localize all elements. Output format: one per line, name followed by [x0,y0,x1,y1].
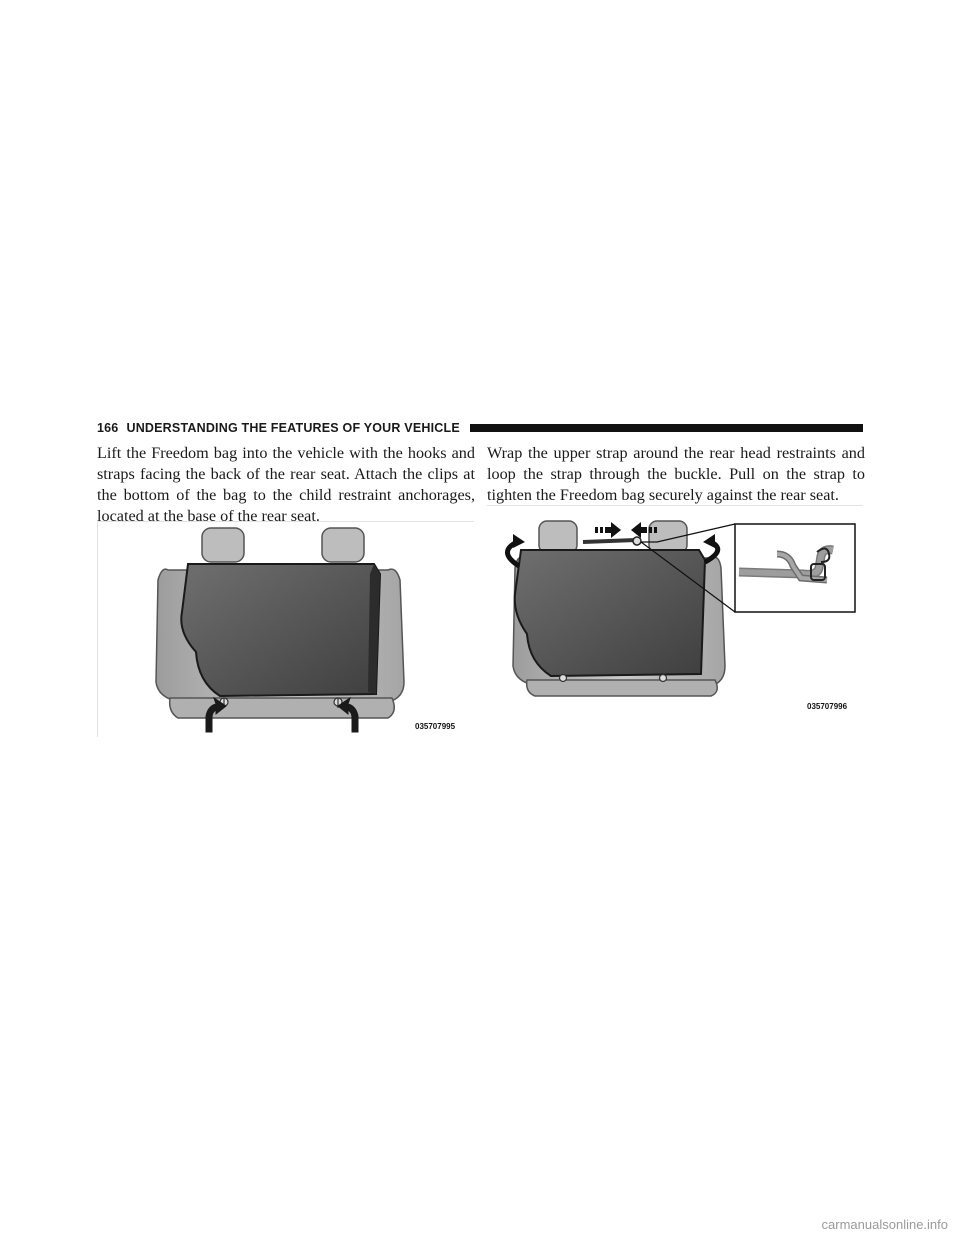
freedom-bag [181,564,380,696]
right-paragraph: Wrap the upper strap around the rear head restraints and loop the strap through the buckle. Pull on the strap to tighten the Freedom bag securely against the rear seat. [487,444,865,504]
header-rule [470,424,863,432]
right-column [487,443,865,506]
strap-buckle [633,537,641,545]
arrow-right-icon [595,522,621,538]
figure-id-left: 035707995 [415,722,456,731]
figure-id-right: 035707996 [807,702,848,711]
seat-illustration-left [98,522,474,737]
buckle-inset [735,524,855,612]
left-paragraph: Lift the Freedom bag into the vehicle with the hooks and straps facing the back of the rear seat. Attach the clips at the bottom of the bag to the child restraint anchorages, located at the base of the rear seat. [97,444,475,525]
page-header [97,419,863,437]
figure-strap-wrap [487,505,863,716]
clip-left [560,675,567,682]
seat-illustration-right [487,506,863,716]
head-restraint-left [202,528,244,562]
watermark: carmanualsonline.info [821,1217,948,1232]
seat-cushion [170,698,395,718]
seat-cushion [527,680,718,696]
figure-bag-attach [97,521,474,737]
clip-right [660,675,667,682]
page-number: 166 [97,421,119,435]
head-restraint-left [539,521,577,553]
section-title: UNDERSTANDING THE FEATURES OF YOUR VEHICLE [126,421,460,435]
upper-strap [583,540,637,542]
head-restraint-right [322,528,364,562]
left-column [97,443,475,527]
